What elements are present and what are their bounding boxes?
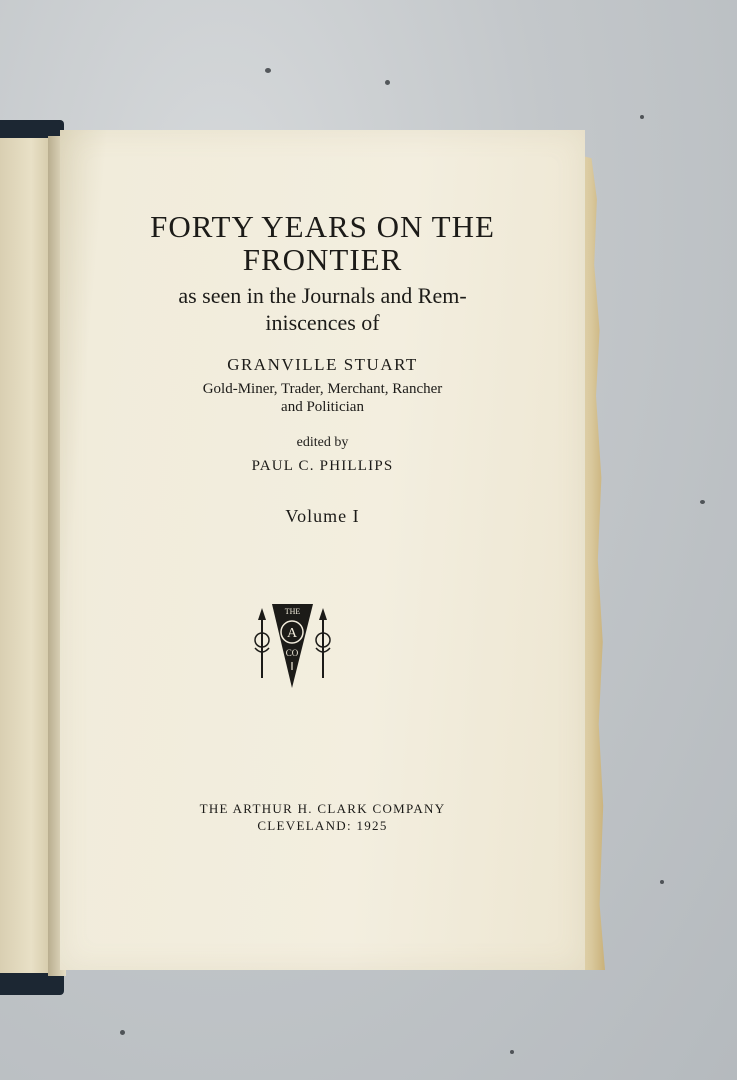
volume-label: Volume I: [285, 506, 360, 526]
title-line-2: FRONTIER: [242, 242, 403, 277]
logo-monogram: A: [286, 626, 298, 641]
title-page: [60, 130, 585, 970]
surface-speck: [385, 80, 390, 85]
surface-speck: [660, 880, 664, 884]
roles-line-1: Gold-Miner, Trader, Merchant, Rancher: [202, 381, 443, 397]
book-subtitle: [60, 282, 585, 336]
subtitle-line-1: as seen in the Journals and Rem-: [178, 283, 467, 308]
surface-speck: [120, 1030, 125, 1035]
publisher-logo-icon: [250, 600, 335, 692]
publisher-name: THE ARTHUR H. CLARK COMPANY: [199, 801, 446, 816]
publisher-imprint: [60, 800, 585, 834]
surface-speck: [700, 500, 705, 504]
author-roles: [60, 380, 585, 416]
logo-text-bottom: CO: [285, 648, 299, 658]
title-line-1: FORTY YEARS ON THE: [150, 209, 495, 244]
edited-by-label: edited by: [296, 435, 349, 450]
subtitle-line-2: iniscences of: [265, 310, 380, 335]
book-title: [60, 210, 585, 276]
author-name: GRANVILLE STUART: [227, 355, 418, 374]
surface-speck: [265, 68, 271, 73]
editor-name: PAUL C. PHILLIPS: [251, 458, 394, 474]
endpaper: [0, 138, 52, 973]
surface-speck: [510, 1050, 514, 1054]
logo-text-top: THE: [284, 607, 301, 616]
surface-speck: [640, 115, 644, 119]
publisher-place-date: CLEVELAND: 1925: [257, 818, 388, 833]
roles-line-2: and Politician: [281, 399, 364, 415]
